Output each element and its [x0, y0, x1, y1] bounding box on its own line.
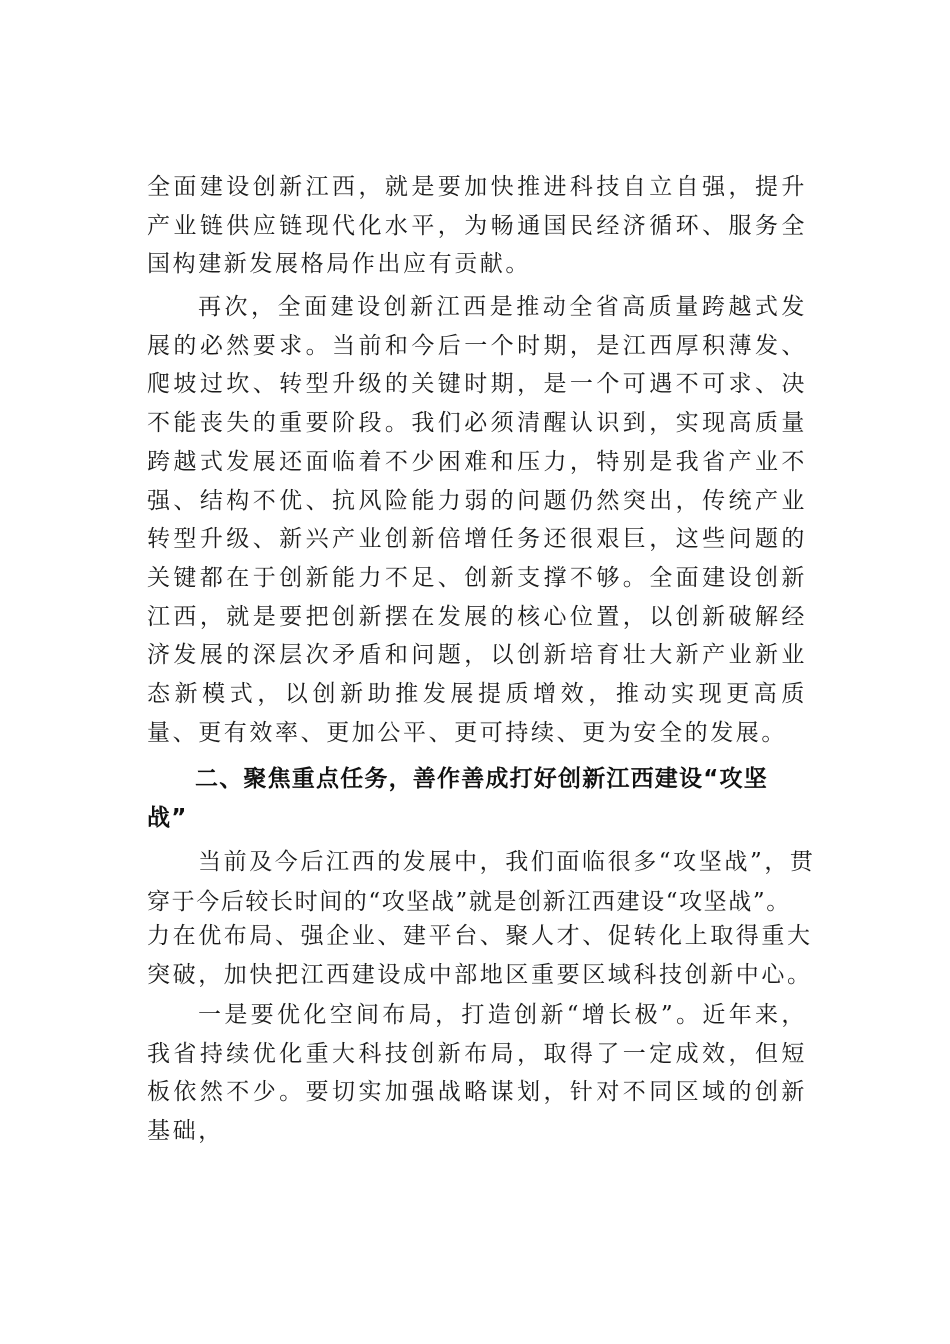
paragraph-line-4: 突破，加快把江西建设成中部地区重要区域科技创新中心。	[147, 962, 813, 988]
paragraph-line-2: 穿于今后较长时间的“攻坚战”就是创新江西建设“攻坚战”。	[147, 889, 791, 915]
section-heading: 二、聚焦重点任务，善作善成打好创新江西建设“攻坚战”	[147, 766, 768, 831]
paragraph-line-1: 当前及今后江西的发展中，我们面临很多“攻坚战”，贯	[198, 849, 816, 875]
paragraph-continuation: 全面建设创新江西，就是要加快推进科技自立自强，提升产业链供应链现代化水平，为畅通国民经济循环、服务全国构建新发展格局作出应有贡献。	[147, 174, 807, 278]
paragraph-line-3: 力在优布局、强企业、建平台、聚人才、促转化上取得重大	[147, 923, 813, 949]
paragraph-again: 再次，全面建设创新江西是推动全省高质量跨越式发展的必然要求。当前和今后一个时期，是江西厚积薄发、爬坡过坎、转型升级的关键时期，是一个可遇不可求、决不能丧失的重要阶段。我们必须清醒认识到，实现高质量跨越式发展还面临着不少困难和压力，特别是我省产业不强、结构不优、抗风险能力弱的问题仍然突出，传统产业转型升级、新兴产业创新倍增任务还很艰巨，这些问题的关键都在于创新能力不足、创新支撑不够。全面建设创新江西，就是要把创新摆在发展的核心位置，以创新破解经济发展的深层次矛盾和问题，以创新培育壮大新产业新业态新模式，以创新助推发展提质增效，推动实现更高质量、更有效率、更加公平、更可持续、更为安全的发展。	[147, 294, 807, 746]
paragraph-first-task: 一是要优化空间布局，打造创新“增长极”。近年来，我省持续优化重大科技创新布局，取得了一定成效，但短板依然不少。要切实加强战略谋划，针对不同区域的创新基础，	[147, 1002, 807, 1145]
